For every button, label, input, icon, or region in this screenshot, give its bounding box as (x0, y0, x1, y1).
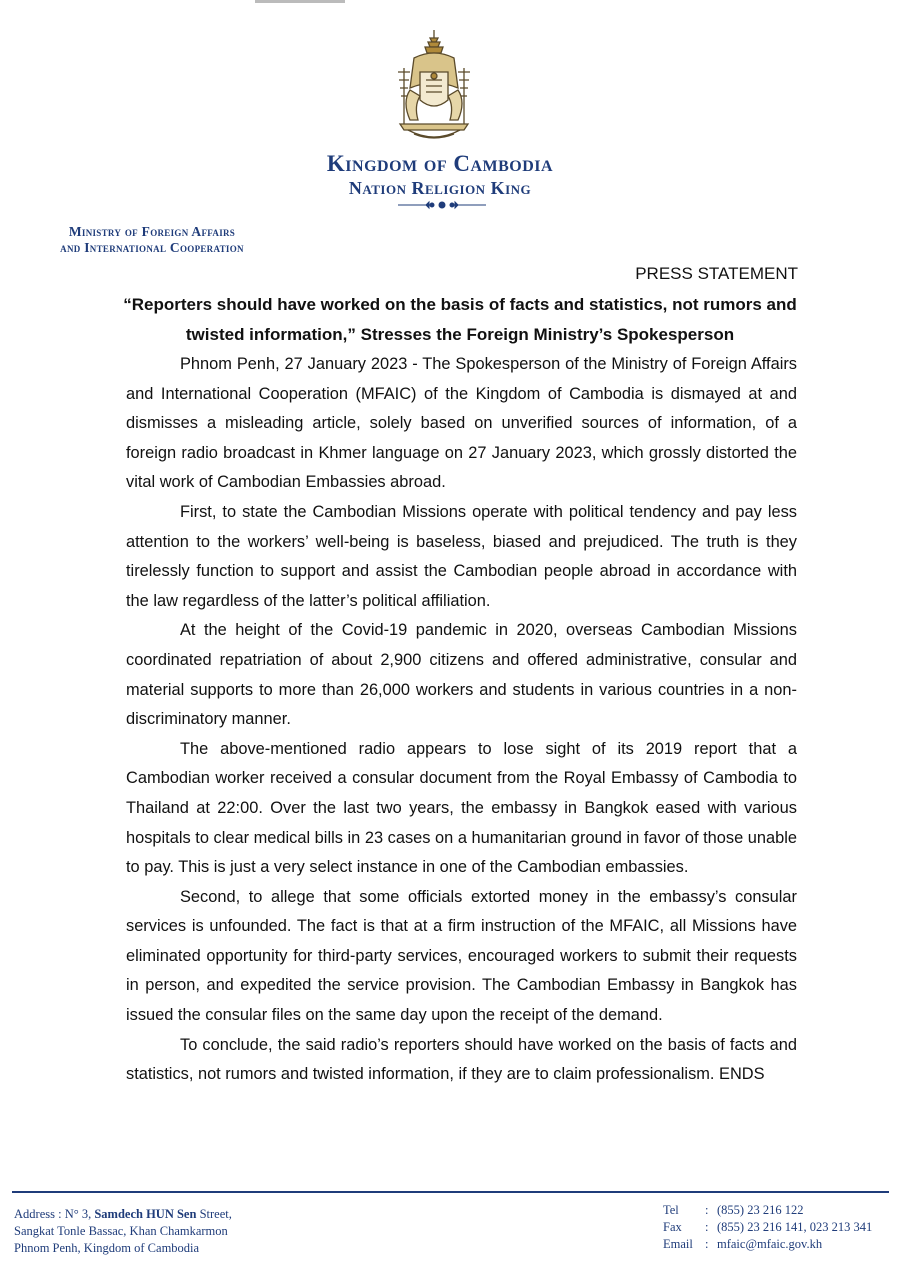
footer-address (14, 1206, 232, 1257)
email-value: mfaic@mfaic.gov.kh (717, 1237, 823, 1251)
tel-separator: : (705, 1203, 709, 1217)
address-line-3: Phnom Penh, Kingdom of Cambodia (14, 1241, 200, 1255)
footer-contacts (663, 1202, 872, 1253)
royal-coat-of-arms-icon (380, 28, 488, 144)
kingdom-title: Kingdom of Cambodia (326, 151, 554, 176)
paragraph-covid: At the height of the Covid-19 pandemic in 2020, overseas Cambodian Missions coordinated repatriation of about 2,900 citizens and offered administrative, consular and material supports to more than 26,000 workers and students in various countries in a non-discriminatory manner. (126, 621, 797, 729)
ornamental-divider-icon (398, 199, 486, 211)
scan-artifact (255, 0, 345, 3)
ministry-name (12, 224, 292, 256)
fax-label: Fax (663, 1220, 682, 1234)
address-prefix: Address : N° 3, (14, 1207, 95, 1221)
footer-divider (12, 1191, 889, 1193)
headline (100, 290, 820, 350)
headline-line-2: twisted information,” Stresses the Foreign Ministry’s Spokesperson (185, 325, 735, 344)
address-line-2: Sangkat Tonle Bassac, Khan Chamkarmon (14, 1224, 228, 1238)
address-street-suffix: Street, (196, 1207, 232, 1221)
paragraph-intro: Phnom Penh, 27 January 2023 - The Spokesperson of the Ministry of Foreign Affairs and International Cooperation (MFAIC) of the Kingdom of Cambodia is dismayed at and dismisses a misleading article, solely based on unverified sources of information, of a foreign radio broadcast in Khmer language on 27 January 2023, which grossly distorted the vital work of Cambodian Embassies abroad. (126, 355, 797, 492)
headline-line-1: “Reporters should have worked on the basis of facts and statistics, not rumors and (123, 295, 797, 314)
paragraph-conclusion: To conclude, the said radio’s reporters should have worked on the basis of facts and statistics, not rumors and twisted information, if they are to claim professionalism. ENDS (126, 1035, 797, 1084)
fax-value: (855) 23 216 141, 023 213 341 (717, 1220, 873, 1234)
paragraph-first-point: First, to state the Cambodian Missions operate with political tendency and pay less attention to the workers’ well-being is baseless, biased and prejudiced. The truth is they tirelessly function to support and assist the Cambodian people abroad in accordance with the law regardless of the latter’s political affiliation. (126, 502, 797, 610)
tel-label: Tel (663, 1203, 679, 1217)
national-motto: Nation Religion King (348, 178, 532, 198)
statement-body (126, 350, 797, 1090)
document-type-label: PRESS STATEMENT (635, 264, 798, 283)
tel-value: (855) 23 216 122 (717, 1203, 804, 1217)
address-street-name: Samdech HUN Sen (94, 1207, 197, 1221)
email-separator: : (705, 1237, 709, 1251)
ministry-line-1: Ministry of Foreign Affairs (68, 224, 236, 239)
paragraph-radio-report: The above-mentioned radio appears to lose sight of its 2019 report that a Cambodian worker received a consular document from the Royal Embassy of Cambodia to Thailand at 22:00. Over the last two years, the embassy in Bangkok eased with various hospitals to clear medical bills in 23 cases on a humanitarian ground in favor of those unable to pay. This is just a very select instance in one of the Cambodian embassies. (126, 739, 797, 877)
paragraph-second-point: Second, to allege that some officials extorted money in the embassy’s consular services is unfounded. The fact is that at a firm instruction of the MFAIC, all Missions have eliminated opportunity for third-party services, encouraged workers to submit their requests in person, and expedited the service provision. The Cambodian Embassy in Bangkok has issued the consular files on the same day upon the receipt of the demand. (126, 887, 797, 1025)
fax-separator: : (705, 1220, 709, 1234)
email-label: Email (663, 1237, 693, 1251)
ministry-line-2: and International Cooperation (60, 240, 244, 255)
